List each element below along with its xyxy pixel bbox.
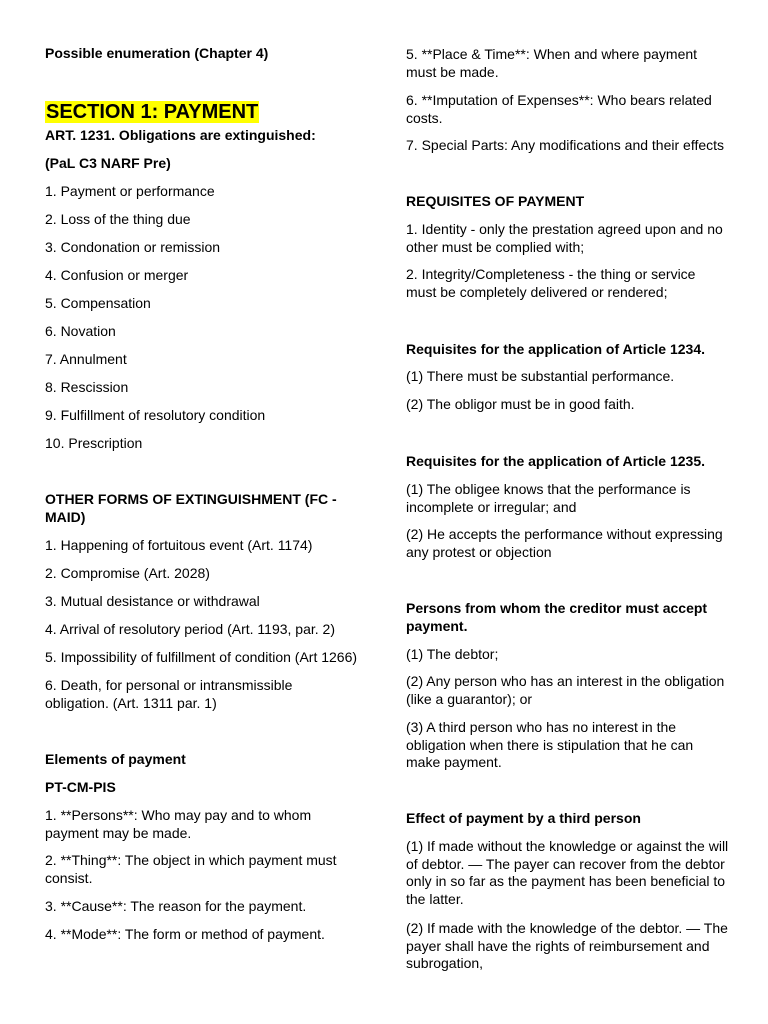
art-1235-heading: Requisites for the application of Article 1235. [406,453,705,469]
chapter-heading: Possible enumeration (Chapter 4) [45,45,269,61]
list-item: (2) If made with the knowledge of the debtor. — The payer shall have the rights of reimbursement and subrogation, [406,920,728,971]
list-item: (1) The debtor; [406,646,499,662]
third-person-heading: Effect of payment by a third person [406,810,641,826]
requisites-heading: REQUISITES OF PAYMENT [406,193,585,209]
list-item: 8. Rescission [45,379,129,395]
list-item: 3. **Cause**: The reason for the payment. [45,898,307,914]
list-item: 6. Death, for personal or intransmissible obligation. (Art. 1311 par. 1) [45,677,293,711]
list-item: 4. Confusion or merger [45,267,189,283]
list-item: 5. Impossibility of fulfillment of condition (Art 1266) [45,649,358,665]
list-item: (1) The obligee knows that the performance is incomplete or irregular; and [406,481,691,515]
list-item: 4. **Mode**: The form or method of payment. [45,926,325,942]
list-item: 3. Mutual desistance or withdrawal [45,593,260,609]
section-title: SECTION 1: PAYMENT [46,101,259,123]
art-1231-heading: ART. 1231. Obligations are extinguished: [45,127,316,143]
list-item: (2) Any person who has an interest in the obligation (like a guarantor); or [406,673,725,707]
list-item: 1. Payment or performance [45,183,215,199]
list-item: 5. **Place & Time**: When and where payment must be made. [406,46,698,80]
list-item: 6. **Imputation of Expenses**: Who bears related costs. [406,92,712,126]
list-item: 1. Identity - only the prestation agreed upon and no other must be complied with; [406,221,723,255]
list-item: 4. Arrival of resolutory period (Art. 1193, par. 2) [45,621,335,637]
list-item: 5. Compensation [45,295,151,311]
list-item: 2. Loss of the thing due [45,211,191,227]
list-item: 9. Fulfillment of resolutory condition [45,407,266,423]
other-forms-heading: OTHER FORMS OF EXTINGUISHMENT (FC - MAID) [45,491,337,525]
elements-mnemonic: PT-CM-PIS [45,779,116,795]
list-item: 1. **Persons**: Who may pay and to whom payment may be made. [45,807,312,841]
list-item: (3) A third person who has no interest in the obligation when there is stipulation that he can make payment. [406,719,694,770]
section-title-wrap [45,101,365,123]
list-item: 2. **Thing**: The object in which payment must consist. [45,852,337,886]
list-item: 6. Novation [45,323,116,339]
list-item: (1) If made without the knowledge or against the will of debtor. — The payer can recover from the debtor only in so far as the payment has been beneficial to the latter. [406,838,729,907]
list-item: (1) There must be substantial performance. [406,368,675,384]
list-item: 1. Happening of fortuitous event (Art. 1174) [45,537,313,553]
list-item: 7. Annulment [45,351,127,367]
list-item: 2. Integrity/Completeness - the thing or service must be completely delivered or rendered; [406,266,696,300]
elements-heading: Elements of payment [45,751,186,767]
art-1234-heading: Requisites for the application of Article 1234. [406,341,705,357]
list-item: 3. Condonation or remission [45,239,221,255]
list-item: 7. Special Parts: Any modifications and their effects [406,137,725,153]
mnemonic: (PaL C3 NARF Pre) [45,155,171,171]
list-item: (2) He accepts the performance without expressing any protest or objection [406,526,723,560]
list-item: 2. Compromise (Art. 2028) [45,565,210,581]
list-item: (2) The obligor must be in good faith. [406,396,635,412]
persons-heading: Persons from whom the creditor must accept payment. [406,600,708,634]
list-item: 10. Prescription [45,435,143,451]
